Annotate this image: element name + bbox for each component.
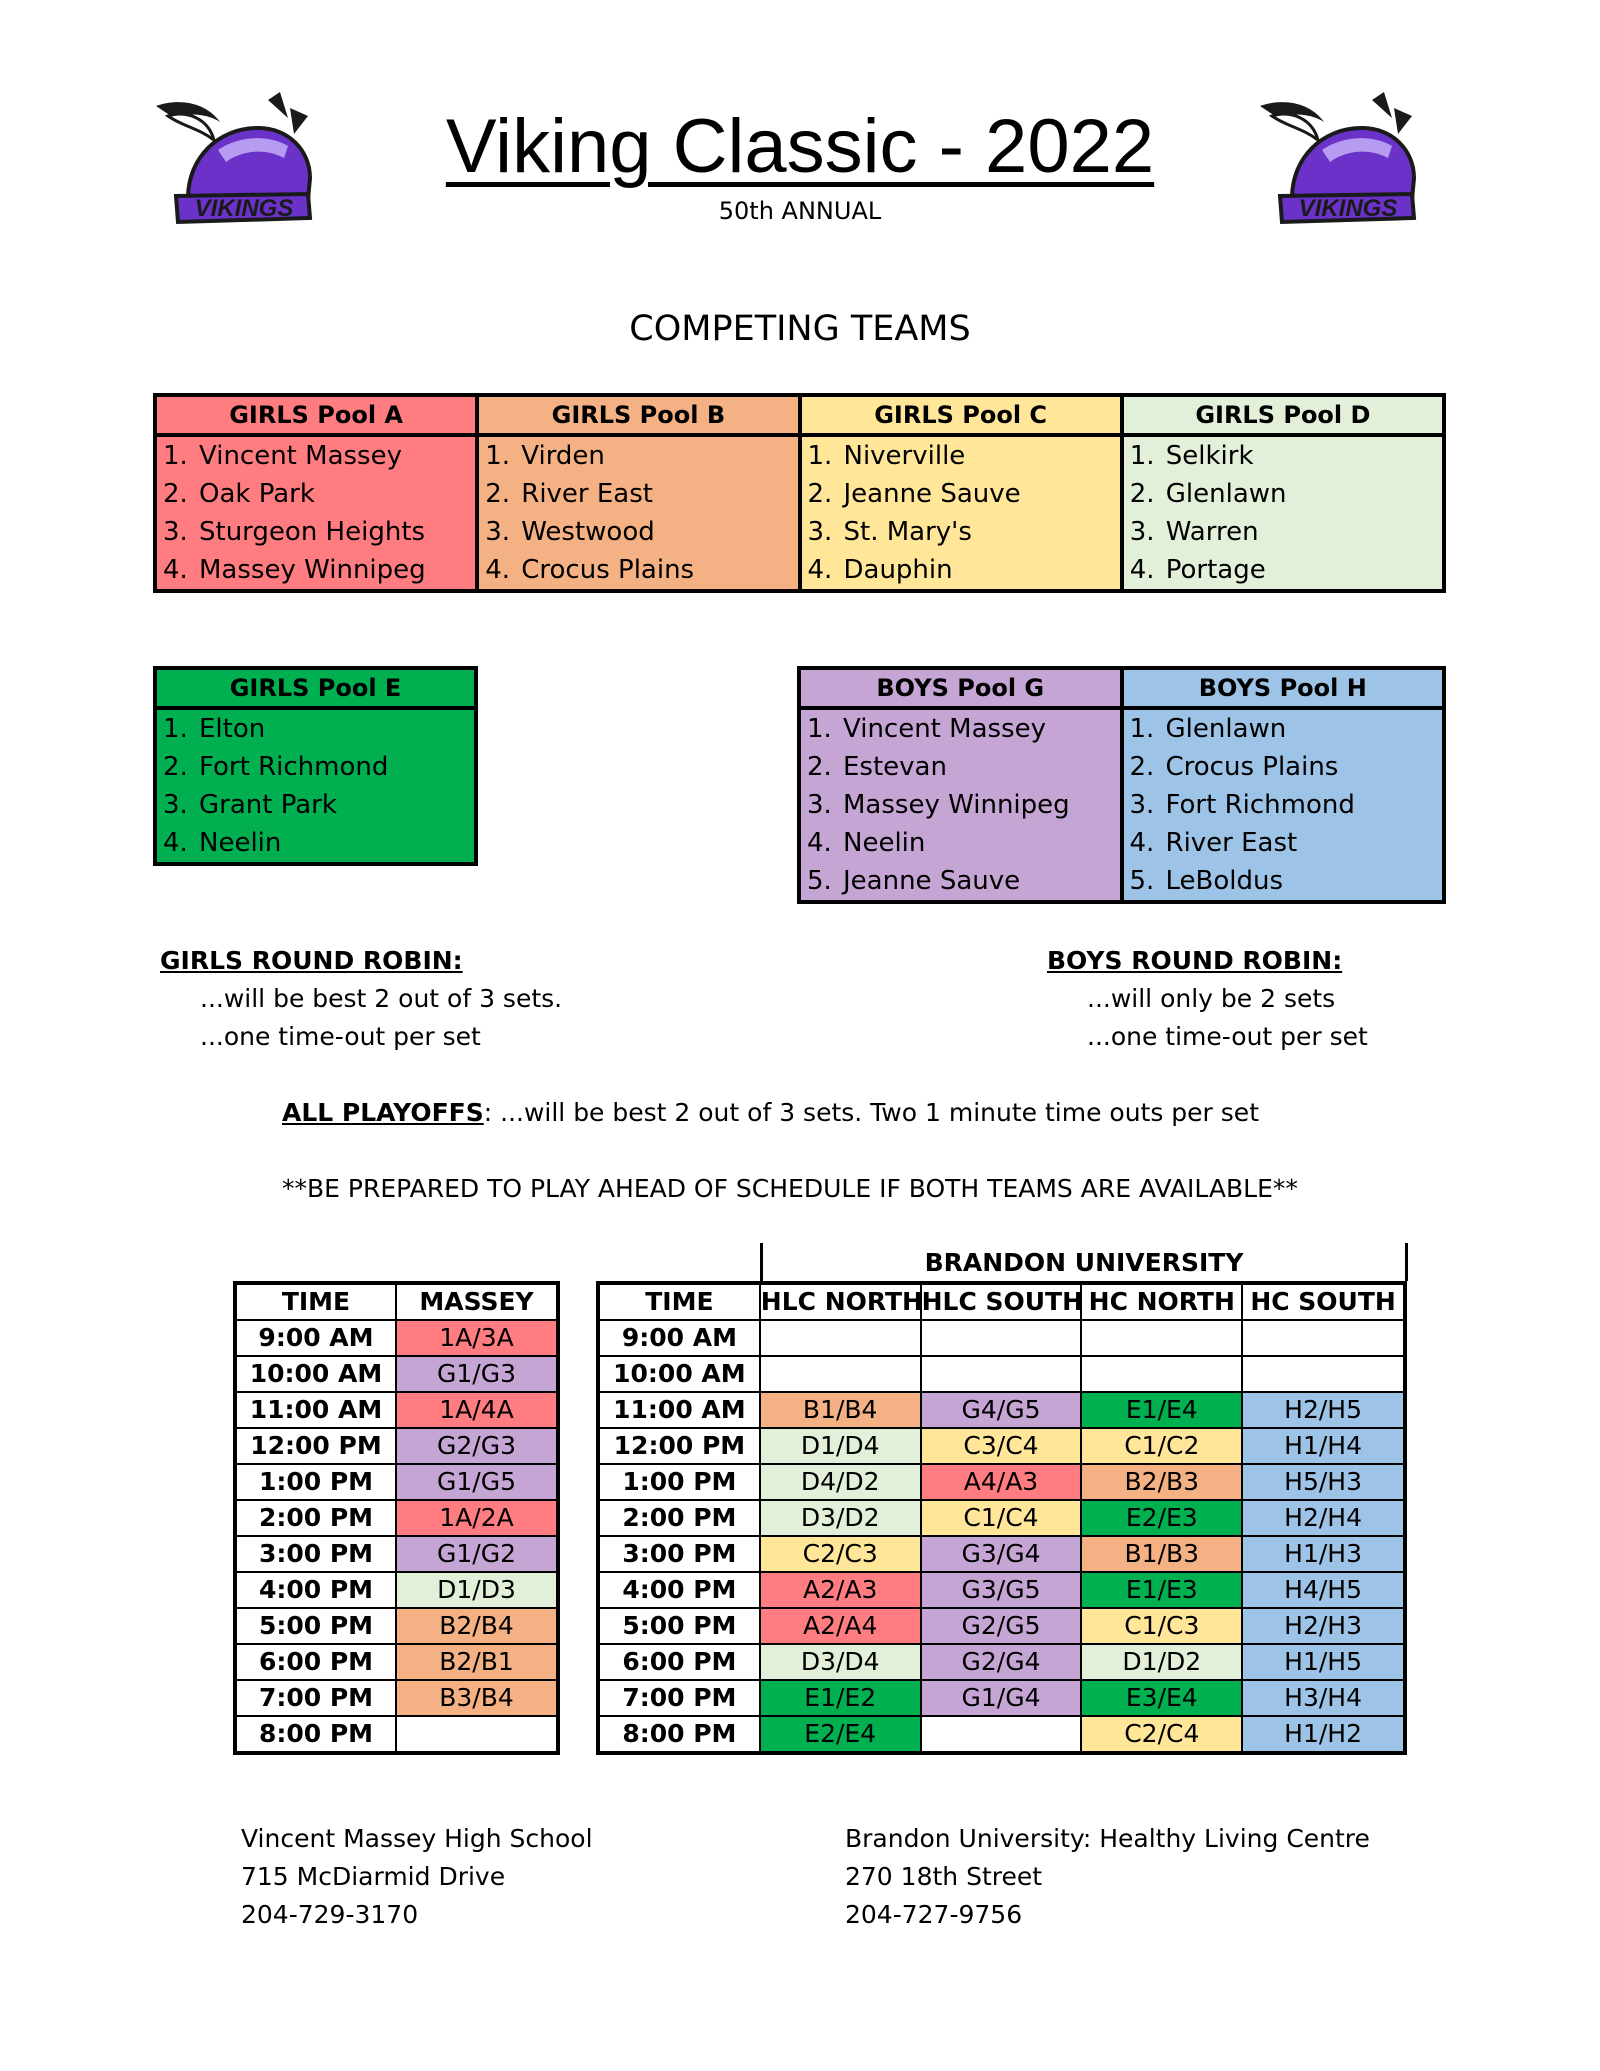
pool-team-row xyxy=(799,824,1444,862)
schedule-time: 12:00 PM xyxy=(599,1428,760,1464)
team-name: River East xyxy=(1165,828,1298,858)
schedule-game xyxy=(921,1716,1082,1752)
team-name: Jeanne Sauve xyxy=(843,866,1021,896)
schedule-game: B2/B1 xyxy=(396,1644,557,1680)
logo-text: VIKINGS xyxy=(194,195,294,222)
team-name: Portage xyxy=(1165,555,1266,585)
team-number: 4. xyxy=(807,828,832,858)
team-name: Vincent Massey xyxy=(843,714,1046,744)
pool-team-cell xyxy=(155,824,476,864)
schedule-header-row xyxy=(599,1284,1404,1320)
schedule-time: 12:00 PM xyxy=(236,1428,396,1464)
team-number: 1. xyxy=(485,441,511,471)
schedule-game: H2/H4 xyxy=(1242,1500,1404,1536)
team-number: 4. xyxy=(1129,555,1155,585)
schedule-row xyxy=(599,1464,1404,1500)
schedule-game: G3/G4 xyxy=(921,1536,1082,1572)
team-number: 5. xyxy=(1129,866,1155,896)
pool-team-cell xyxy=(799,862,1122,902)
pool-header-row xyxy=(799,668,1444,708)
pool-team-cell xyxy=(1122,435,1444,475)
pool-header-row xyxy=(155,395,1444,435)
playoffs-title: ALL PLAYOFFS xyxy=(282,1098,484,1127)
team-name: Jeanne Sauve xyxy=(843,479,1021,509)
pool-team-cell xyxy=(1122,513,1444,551)
pool-team-cell xyxy=(1122,708,1445,748)
schedule-column-header: HLC SOUTH xyxy=(921,1284,1082,1320)
team-name: Massey Winnipeg xyxy=(199,555,426,585)
pool-team-row xyxy=(155,513,1444,551)
team-number: 2. xyxy=(163,752,188,782)
schedule-header-row xyxy=(236,1284,557,1320)
girls-rr-line1: ...will be best 2 out of 3 sets. xyxy=(200,984,563,1013)
schedule-row xyxy=(236,1644,557,1680)
schedule-time: 8:00 PM xyxy=(599,1716,760,1752)
schedule-row xyxy=(236,1572,557,1608)
schedule-game: A4/A3 xyxy=(921,1464,1082,1500)
team-number: 3. xyxy=(163,517,188,547)
schedule-time: 8:00 PM xyxy=(236,1716,396,1752)
schedule-game: G4/G5 xyxy=(921,1392,1082,1428)
schedule-game: E3/E4 xyxy=(1081,1680,1242,1716)
team-name: Selkirk xyxy=(1165,441,1254,471)
pool-team-cell xyxy=(1122,824,1445,862)
schedule-game: G1/G5 xyxy=(396,1464,557,1500)
schedule-row xyxy=(236,1536,557,1572)
schedule-game: D3/D4 xyxy=(760,1644,921,1680)
team-name: Vincent Massey xyxy=(199,441,402,471)
pool-team-cell xyxy=(477,513,799,551)
pool-team-cell xyxy=(1122,475,1444,513)
schedule-game: G1/G4 xyxy=(921,1680,1082,1716)
schedule-row xyxy=(599,1320,1404,1356)
team-number: 3. xyxy=(485,517,511,547)
page-subtitle: 50th ANNUAL xyxy=(718,197,882,225)
team-name: Fort Richmond xyxy=(199,752,389,782)
pool-team-cell xyxy=(800,513,1122,551)
schedule-time: 6:00 PM xyxy=(236,1644,396,1680)
schedule-game: G2/G5 xyxy=(921,1608,1082,1644)
schedule-game: C3/C4 xyxy=(921,1428,1082,1464)
schedule-row xyxy=(599,1572,1404,1608)
schedule-game: G2/G3 xyxy=(396,1428,557,1464)
team-number: 5. xyxy=(807,866,832,896)
schedule-time: 2:00 PM xyxy=(236,1500,396,1536)
schedule-game: G1/G2 xyxy=(396,1536,557,1572)
team-name: Niverville xyxy=(843,441,966,471)
schedule-notice: **BE PREPARED TO PLAY AHEAD OF SCHEDULE IF BOTH TEAMS ARE AVAILABLE** xyxy=(282,1174,1298,1203)
pool-team-cell xyxy=(155,786,476,824)
pool-team-cell xyxy=(155,708,476,748)
team-number: 1. xyxy=(163,441,188,471)
schedule-game: D4/D2 xyxy=(760,1464,921,1500)
team-name: Fort Richmond xyxy=(1165,790,1355,820)
schedule-game: A2/A4 xyxy=(760,1608,921,1644)
schedule-time: 3:00 PM xyxy=(599,1536,760,1572)
playoffs-text: : ...will be best 2 out of 3 sets. Two 1 minute time outs per set xyxy=(483,1098,1259,1127)
schedule-time: 9:00 AM xyxy=(599,1320,760,1356)
pool-header: GIRLS Pool A xyxy=(155,395,477,435)
schedule-game: C2/C4 xyxy=(1081,1716,1242,1752)
team-name: Grant Park xyxy=(199,790,337,820)
schedule-column-header: HC NORTH xyxy=(1081,1284,1242,1320)
bu-address-line: 270 18th Street xyxy=(845,1862,1043,1891)
team-name: Neelin xyxy=(843,828,926,858)
schedule-game xyxy=(921,1320,1082,1356)
schedule-time: 1:00 PM xyxy=(236,1464,396,1500)
schedule-game: B1/B3 xyxy=(1081,1536,1242,1572)
pool-team-row xyxy=(799,862,1444,902)
pool-team-row xyxy=(155,435,1444,475)
massey-address xyxy=(241,1820,593,1934)
schedule-game: C1/C2 xyxy=(1081,1428,1242,1464)
schedule-game: H5/H3 xyxy=(1242,1464,1404,1500)
schedule-game xyxy=(921,1356,1082,1392)
schedule-game: C2/C3 xyxy=(760,1536,921,1572)
team-number: 2. xyxy=(485,479,511,509)
team-number: 1. xyxy=(807,441,833,471)
schedule-game: D1/D2 xyxy=(1081,1644,1242,1680)
team-number: 2. xyxy=(1129,479,1155,509)
bu-address-line: 204-727-9756 xyxy=(845,1900,1023,1929)
team-number: 4. xyxy=(485,555,511,585)
boys-rr-line1: ...will only be 2 sets xyxy=(1087,984,1336,1013)
boys-rr-line2: ...one time-out per set xyxy=(1087,1022,1368,1051)
team-name: St. Mary's xyxy=(843,517,972,547)
schedule-row xyxy=(236,1716,557,1752)
pool-team-cell xyxy=(155,513,477,551)
schedule-game xyxy=(1081,1356,1242,1392)
pool-team-cell xyxy=(155,748,476,786)
schedule-time: 4:00 PM xyxy=(236,1572,396,1608)
pool-team-cell xyxy=(155,435,477,475)
schedule-game: D1/D3 xyxy=(396,1572,557,1608)
team-name: Warren xyxy=(1165,517,1259,547)
schedule-game: E2/E4 xyxy=(760,1716,921,1752)
logo-text: VIKINGS xyxy=(1298,195,1398,222)
pool-team-cell xyxy=(155,551,477,591)
page-title-text: Viking Classic - 2022 xyxy=(445,104,1155,189)
team-name: Estevan xyxy=(843,752,947,782)
pool-team-cell xyxy=(799,824,1122,862)
massey-address-line: Vincent Massey High School xyxy=(241,1824,593,1853)
pool-team-cell xyxy=(800,475,1122,513)
schedule-game: H2/H5 xyxy=(1242,1392,1404,1428)
girls-rr-title: GIRLS ROUND ROBIN: xyxy=(160,946,463,975)
schedule-game: G3/G5 xyxy=(921,1572,1082,1608)
schedule-row xyxy=(599,1716,1404,1752)
girls-rr-line2: ...one time-out per set xyxy=(200,1022,481,1051)
team-number: 4. xyxy=(163,828,188,858)
pool-team-row xyxy=(155,786,476,824)
schedule-row xyxy=(599,1356,1404,1392)
schedule-game: H2/H3 xyxy=(1242,1608,1404,1644)
schedule-time: 7:00 PM xyxy=(236,1680,396,1716)
team-name: Neelin xyxy=(199,828,282,858)
pool-team-row xyxy=(799,748,1444,786)
team-name: Sturgeon Heights xyxy=(199,517,426,547)
schedule-game xyxy=(1081,1320,1242,1356)
team-number: 2. xyxy=(1129,752,1155,782)
pool-team-cell xyxy=(1122,786,1445,824)
competing-teams-heading: COMPETING TEAMS xyxy=(629,309,971,349)
pool-team-cell xyxy=(800,435,1122,475)
schedule-time: 5:00 PM xyxy=(599,1608,760,1644)
team-name: Glenlawn xyxy=(1165,714,1287,744)
pool-header: GIRLS Pool C xyxy=(800,395,1122,435)
schedule-game xyxy=(1242,1320,1404,1356)
schedule-game: E2/E3 xyxy=(1081,1500,1242,1536)
pool-team-cell xyxy=(1122,748,1445,786)
schedule-row xyxy=(599,1428,1404,1464)
schedule-time: 7:00 PM xyxy=(599,1680,760,1716)
team-number: 3. xyxy=(1129,517,1155,547)
schedule-row xyxy=(599,1500,1404,1536)
team-number: 1. xyxy=(1129,714,1155,744)
schedule-game: D3/D2 xyxy=(760,1500,921,1536)
page-title xyxy=(0,102,1600,192)
schedule-column-header: HC SOUTH xyxy=(1242,1284,1404,1320)
schedule-game xyxy=(396,1716,557,1752)
schedule-row xyxy=(236,1500,557,1536)
team-number: 3. xyxy=(1129,790,1155,820)
team-name: River East xyxy=(521,479,653,509)
brandon-university-heading: BRANDON UNIVERSITY xyxy=(760,1243,1408,1281)
pool-header: GIRLS Pool D xyxy=(1122,395,1444,435)
schedule-row xyxy=(236,1356,557,1392)
schedule-game: H1/H4 xyxy=(1242,1428,1404,1464)
bu-address xyxy=(845,1820,1370,1934)
schedule-game xyxy=(760,1320,921,1356)
pool-team-cell xyxy=(477,435,799,475)
schedule-game: H4/H5 xyxy=(1242,1572,1404,1608)
schedule-game: H1/H2 xyxy=(1242,1716,1404,1752)
pool-team-cell xyxy=(799,786,1122,824)
schedule-game: G2/G4 xyxy=(921,1644,1082,1680)
schedule-time: 6:00 PM xyxy=(599,1644,760,1680)
team-name: Crocus Plains xyxy=(1165,752,1339,782)
pool-header: GIRLS Pool E xyxy=(155,668,476,708)
schedule-column-header: MASSEY xyxy=(396,1284,557,1320)
pool-header: BOYS Pool G xyxy=(799,668,1122,708)
schedule-row xyxy=(599,1680,1404,1716)
schedule-game xyxy=(1242,1356,1404,1392)
team-name: LeBoldus xyxy=(1165,866,1284,896)
pool-team-row xyxy=(799,708,1444,748)
schedule-time: 2:00 PM xyxy=(599,1500,760,1536)
pool-header: GIRLS Pool B xyxy=(477,395,799,435)
team-number: 3. xyxy=(163,790,188,820)
team-name: Crocus Plains xyxy=(521,555,695,585)
schedule-game: B2/B3 xyxy=(1081,1464,1242,1500)
pool-team-row xyxy=(155,824,476,864)
team-name: Westwood xyxy=(521,517,655,547)
team-name: Massey Winnipeg xyxy=(843,790,1070,820)
schedule-game: A2/A3 xyxy=(760,1572,921,1608)
schedule-time: 11:00 AM xyxy=(599,1392,760,1428)
schedule-time: 4:00 PM xyxy=(599,1572,760,1608)
pool-e-table xyxy=(153,666,478,866)
schedule-game: G1/G3 xyxy=(396,1356,557,1392)
schedule-time: 11:00 AM xyxy=(236,1392,396,1428)
schedule-time: 10:00 AM xyxy=(599,1356,760,1392)
team-number: 3. xyxy=(807,517,833,547)
schedule-game: H1/H3 xyxy=(1242,1536,1404,1572)
pool-team-cell xyxy=(155,475,477,513)
schedule-column-header: TIME xyxy=(236,1284,396,1320)
schedule-game: B3/B4 xyxy=(396,1680,557,1716)
schedule-game: C1/C4 xyxy=(921,1500,1082,1536)
team-number: 2. xyxy=(807,479,833,509)
schedule-game: D1/D4 xyxy=(760,1428,921,1464)
schedule-row xyxy=(236,1680,557,1716)
schedule-row xyxy=(236,1464,557,1500)
schedule-game: B1/B4 xyxy=(760,1392,921,1428)
pool-team-cell xyxy=(799,708,1122,748)
schedule-game xyxy=(760,1356,921,1392)
schedule-time: 5:00 PM xyxy=(236,1608,396,1644)
pool-team-cell xyxy=(1122,862,1445,902)
team-name: Oak Park xyxy=(199,479,315,509)
schedule-row xyxy=(236,1392,557,1428)
team-name: Virden xyxy=(521,441,605,471)
team-number: 1. xyxy=(1129,441,1155,471)
boys-pools-table xyxy=(797,666,1446,904)
bu-schedule-table xyxy=(598,1283,1405,1753)
schedule-row xyxy=(236,1428,557,1464)
pool-team-row xyxy=(155,708,476,748)
schedule-time: 10:00 AM xyxy=(236,1356,396,1392)
schedule-time: 3:00 PM xyxy=(236,1536,396,1572)
pool-team-cell xyxy=(477,551,799,591)
pool-team-cell xyxy=(799,748,1122,786)
schedule-game: 1A/3A xyxy=(396,1320,557,1356)
pool-team-row xyxy=(155,551,1444,591)
massey-schedule-table xyxy=(235,1283,558,1753)
bu-address-line: Brandon University: Healthy Living Centre xyxy=(845,1824,1370,1853)
team-name: Glenlawn xyxy=(1165,479,1287,509)
schedule-time: 1:00 PM xyxy=(599,1464,760,1500)
pool-header: BOYS Pool H xyxy=(1122,668,1445,708)
schedule-time: 9:00 AM xyxy=(236,1320,396,1356)
schedule-game: C1/C3 xyxy=(1081,1608,1242,1644)
schedule-game: 1A/4A xyxy=(396,1392,557,1428)
massey-address-line: 204-729-3170 xyxy=(241,1900,419,1929)
team-name: Dauphin xyxy=(843,555,953,585)
schedule-row xyxy=(236,1608,557,1644)
schedule-column-header: HLC NORTH xyxy=(760,1284,921,1320)
team-number: 3. xyxy=(807,790,832,820)
schedule-row xyxy=(236,1320,557,1356)
schedule-game: H1/H5 xyxy=(1242,1644,1404,1680)
massey-address-line: 715 McDiarmid Drive xyxy=(241,1862,506,1891)
team-number: 2. xyxy=(163,479,188,509)
team-number: 1. xyxy=(807,714,832,744)
pool-team-row xyxy=(799,786,1444,824)
team-number: 4. xyxy=(807,555,833,585)
schedule-game: E1/E3 xyxy=(1081,1572,1242,1608)
schedule-row xyxy=(599,1536,1404,1572)
playoffs-rule xyxy=(282,1098,1259,1128)
schedule-game: H3/H4 xyxy=(1242,1680,1404,1716)
pool-team-row xyxy=(155,748,476,786)
team-number: 4. xyxy=(163,555,188,585)
pool-team-cell xyxy=(800,551,1122,591)
pool-team-cell xyxy=(1122,551,1444,591)
team-number: 4. xyxy=(1129,828,1155,858)
boys-rr-title: BOYS ROUND ROBIN: xyxy=(1047,946,1343,975)
pool-team-cell xyxy=(477,475,799,513)
pools-table-row1 xyxy=(153,393,1446,593)
schedule-game: 1A/2A xyxy=(396,1500,557,1536)
schedule-game: E1/E4 xyxy=(1081,1392,1242,1428)
schedule-column-header: TIME xyxy=(599,1284,760,1320)
schedule-game: B2/B4 xyxy=(396,1608,557,1644)
schedule-row xyxy=(599,1644,1404,1680)
team-name: Elton xyxy=(199,714,266,744)
team-number: 2. xyxy=(807,752,832,782)
pool-team-row xyxy=(155,475,1444,513)
pool-header-row xyxy=(155,668,476,708)
schedule-row xyxy=(599,1392,1404,1428)
schedule-row xyxy=(599,1608,1404,1644)
team-number: 1. xyxy=(163,714,188,744)
schedule-game: E1/E2 xyxy=(760,1680,921,1716)
